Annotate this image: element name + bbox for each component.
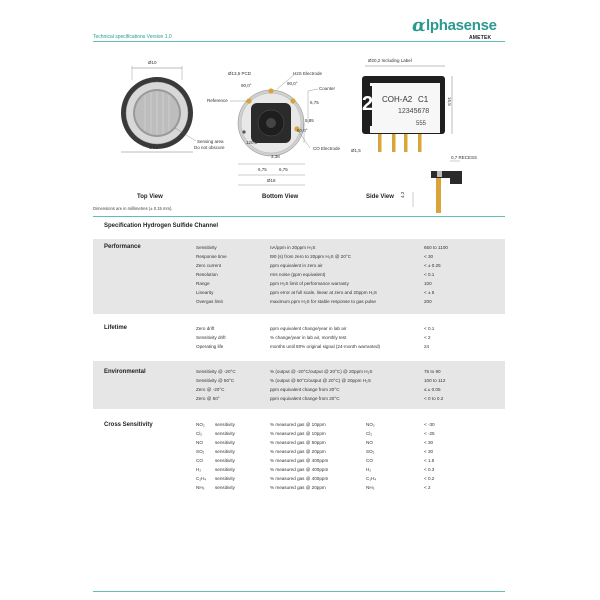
measured-gas: % measured gas @ 10ppm — [270, 431, 326, 436]
angle-120: 120,0° — [246, 140, 260, 145]
dim-6-75-vertical: 6,75 — [310, 100, 319, 105]
spec-title: Specification Hydrogen Sulfide Channel — [104, 223, 219, 229]
param-value: < 0 to 0.2 — [424, 396, 444, 401]
measured-gas: % measured gas @ 50ppm — [270, 440, 326, 445]
gas-name-2: C₂H₄ — [366, 476, 377, 481]
param-name: Zero drift — [196, 326, 215, 331]
side-view-label: Side View — [366, 194, 394, 200]
param-desc: ppm equivalent change from 20°C — [270, 387, 340, 392]
param-name: Sensitivity @ -20°C — [196, 369, 236, 374]
measured-gas: % measured gas @ 400ppm — [270, 467, 329, 472]
param-name: Zero current — [196, 263, 222, 268]
cross-value: < 30 — [424, 449, 434, 454]
gas-name: NO — [196, 440, 203, 445]
side-serial: 12345678 — [398, 108, 430, 115]
side-dim-16-5: 16,5 — [447, 97, 452, 106]
side-dim-label: Ø20,2 Including Label — [368, 58, 412, 63]
dim-6-75-b: 6,75 — [279, 167, 288, 172]
param-value: < 2 — [424, 335, 431, 340]
angle-90-right: 90,0° — [287, 81, 298, 86]
sensor-drawings — [0, 0, 600, 215]
cross-value: < -30 — [424, 422, 435, 427]
param-value: 650 to 1100 — [424, 245, 448, 250]
param-name: Linearity — [196, 290, 214, 295]
sensitivity-word: sensitivity — [215, 467, 235, 472]
sensitivity-word: sensitivity — [215, 449, 235, 454]
section-title-performance: Performance — [104, 244, 141, 250]
param-name: Range — [196, 281, 210, 286]
param-value: ≤ ± 0.05 — [424, 387, 441, 392]
side-view-drawing — [362, 66, 462, 213]
param-value: 100 — [424, 281, 432, 286]
gas-name-2: NH₃ — [366, 485, 375, 490]
gas-name-2: NO₂ — [366, 422, 375, 427]
param-name: Zero @ -20°C — [196, 387, 225, 392]
sensitivity-word: sensitivity — [215, 485, 235, 490]
measured-gas: % measured gas @ 400ppm — [270, 476, 329, 481]
param-desc: % change/year in lab air, monthly test — [270, 335, 347, 340]
param-name: Response time — [196, 254, 227, 259]
top-view-label: Top View — [137, 194, 163, 200]
bottom-view-label: Bottom View — [262, 194, 299, 200]
dim-6-75-a: 6,75 — [258, 167, 267, 172]
section-divider — [93, 216, 505, 217]
cross-value: < -25 — [424, 431, 435, 436]
sensitivity-word: sensitivity — [215, 458, 235, 463]
pcd-label: Ø13,5 PCD — [228, 71, 252, 76]
sensitivity-word: sensitivity — [215, 476, 235, 481]
side-pin-length: 4,3 — [400, 191, 405, 198]
gas-name-2: CO — [366, 458, 373, 463]
param-desc: ppm equivalent in zero air — [270, 263, 323, 268]
side-pin-dia: Ø1,5 — [351, 148, 361, 153]
param-value: 24 — [424, 344, 430, 349]
cross-value: < 0.3 — [424, 467, 435, 472]
param-name: Resolution — [196, 272, 218, 277]
param-name: Sensitivity — [196, 245, 217, 250]
sensing-area-label: Sensing area — [197, 139, 224, 144]
param-desc: ppm H₂S limit of performance warranty — [270, 281, 349, 286]
gas-name: H₂ — [196, 467, 202, 472]
param-value: 100 to 112 — [424, 378, 446, 383]
gas-name-2: H₂ — [366, 467, 372, 472]
top-view-drawing — [121, 66, 196, 152]
co-electrode-label: CO Electrode — [313, 146, 341, 151]
cross-value: < 0.2 — [424, 476, 435, 481]
logo-text: lphasense — [426, 17, 497, 34]
dim-5-85: 5,85 — [305, 118, 314, 123]
sensitivity-word: sensitivity — [215, 422, 235, 427]
param-name: Zero @ 50° — [196, 396, 220, 401]
measured-gas: % measured gas @ 10ppm — [270, 422, 326, 427]
side-batch: 555 — [416, 121, 427, 127]
param-name: Sensitivity drift — [196, 335, 226, 340]
side-model: COH-A2 — [382, 95, 413, 104]
param-desc: months until 80% original signal (24-month warranted) — [270, 344, 381, 349]
measured-gas: % measured gas @ 20ppm — [270, 485, 326, 490]
param-desc: % (output @ -20°C/output @ 20°C) @ 20ppm H₂S — [270, 369, 373, 374]
gas-name: C₂H₄ — [196, 476, 207, 481]
dimensions-note: Dimensions are in millimetres (± 0.15 mm). — [93, 206, 173, 211]
cross-value: < 1.5 — [424, 458, 435, 463]
section-title-lifetime: Lifetime — [104, 325, 128, 331]
param-desc: maximum ppm H₂S for stable response to gas pulse — [270, 299, 376, 304]
param-name: Sensitivity @ 50°C — [196, 378, 235, 383]
section-title-environmental: Environmental — [104, 369, 146, 375]
gas-name-2: NO — [366, 440, 373, 445]
h2s-electrode-label: H2S Electrode — [293, 71, 323, 76]
section-title-cross-sensitivity: Cross Sensitivity — [104, 422, 153, 428]
param-value: < ± 5 — [424, 290, 435, 295]
angle-60: 60,0° — [297, 128, 308, 133]
side-rev: C1 — [418, 95, 429, 104]
reference-label: Reference — [207, 98, 228, 103]
gas-name: Cl₂ — [196, 431, 203, 436]
cross-value: < 2 — [424, 485, 431, 490]
gas-name-2: Cl₂ — [366, 431, 373, 436]
dim-18: Ø18 — [267, 178, 276, 183]
param-desc: ppm error at full scale, linear at zero and 20ppm H₂S — [270, 290, 377, 295]
gas-name-2: SO₂ — [366, 449, 375, 454]
gas-name: NO₂ — [196, 422, 205, 427]
param-name: Overgas limit — [196, 299, 223, 304]
param-desc: ppm equivalent change/year in lab air — [270, 326, 347, 331]
document-subtitle: Technical specifications Version 1.0 — [93, 34, 172, 40]
param-value: < 0.1 — [424, 272, 435, 277]
footer-divider — [93, 591, 505, 592]
do-not-obscure-label: Do not obscure — [194, 145, 225, 150]
param-value: 200 — [424, 299, 432, 304]
counter-label: Counter — [319, 86, 336, 91]
logo-ametek: AMETEK — [469, 35, 492, 41]
measured-gas: % measured gas @ 400ppm — [270, 458, 329, 463]
angle-90-left: 90,0° — [241, 83, 252, 88]
param-desc: nA/ppm in 20ppm H₂S — [270, 245, 316, 250]
param-value: < ± 0.25 — [424, 263, 441, 268]
param-value: < 0.1 — [424, 326, 435, 331]
param-desc: ppm equivalent change from 20°C — [270, 396, 340, 401]
logo-alpha-glyph: α — [412, 15, 426, 36]
sensitivity-word: sensitivity — [215, 431, 235, 436]
measured-gas: % measured gas @ 20ppm — [270, 449, 326, 454]
param-name: Operating life — [196, 344, 224, 349]
param-desc: rms noise (ppm equivalent) — [270, 272, 326, 277]
sensitivity-word: sensitivity — [215, 440, 235, 445]
param-desc: % (output @ 50°C/output @ 20°C) @ 20ppm H₂S — [270, 378, 371, 383]
gas-name: CO — [196, 458, 203, 463]
gas-name: NH₃ — [196, 485, 205, 490]
param-value: 75 to 90 — [424, 369, 441, 374]
gas-name: SO₂ — [196, 449, 205, 454]
side-recess: 0,7 RECESS — [451, 155, 478, 160]
param-value: < 30 — [424, 254, 434, 259]
top-view-dim-10: Ø10 — [148, 60, 157, 65]
top-view-dim-16: Ø16 — [149, 145, 158, 150]
param-desc: t90 (s) from zero to 20ppm H₂S @ 20°C — [270, 254, 352, 259]
side-big-digit: 2 — [362, 93, 374, 115]
dim-3-38: 3,38 — [271, 154, 280, 159]
cross-value: < 30 — [424, 440, 434, 445]
